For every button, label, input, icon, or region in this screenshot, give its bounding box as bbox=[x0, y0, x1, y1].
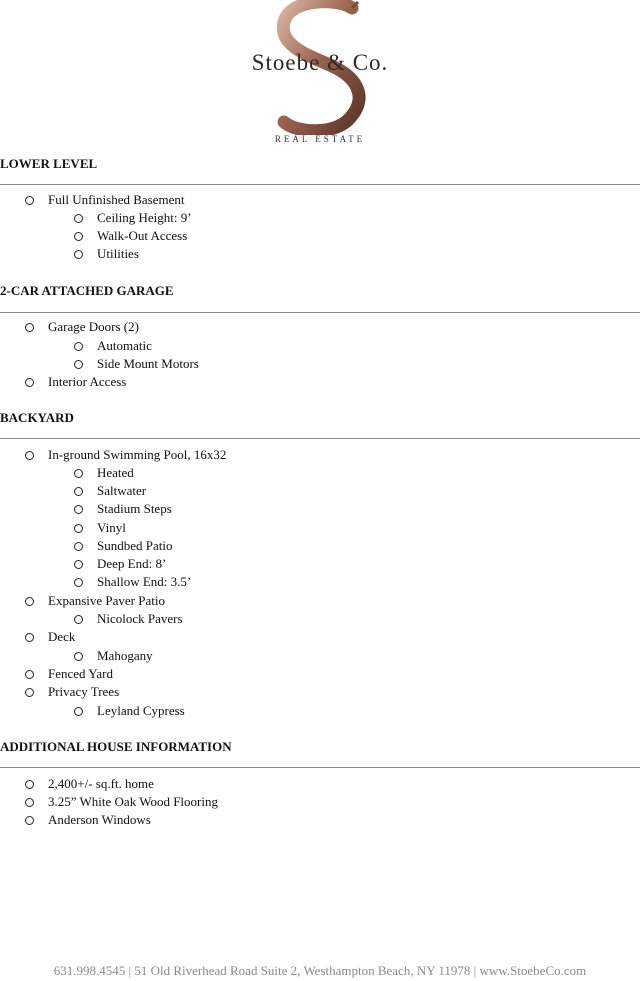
list-item: Walk-Out Access bbox=[74, 227, 187, 245]
section-title-lower-level: LOWER LEVEL bbox=[0, 156, 98, 171]
list-item: Side Mount Motors bbox=[74, 355, 199, 373]
bullet-circle-icon bbox=[74, 578, 83, 587]
bullet-circle-icon bbox=[74, 652, 83, 661]
bullet-circle-icon bbox=[25, 780, 34, 789]
bullet-circle-icon bbox=[74, 469, 83, 478]
bullet-circle-icon bbox=[25, 196, 34, 205]
bullet-circle-icon bbox=[74, 214, 83, 223]
section-title-additional: ADDITIONAL HOUSE INFORMATION bbox=[0, 739, 232, 754]
list-item: 3.25” White Oak Wood Flooring bbox=[25, 793, 218, 811]
brand-subtitle: REAL ESTATE bbox=[274, 134, 366, 144]
section-divider bbox=[0, 184, 640, 185]
section-title-garage: 2-CAR ATTACHED GARAGE bbox=[0, 283, 174, 298]
list-item: Heated bbox=[74, 464, 134, 482]
bullet-circle-icon bbox=[74, 250, 83, 259]
list-item: Sundbed Patio bbox=[74, 537, 172, 555]
list-item: 2,400+/- sq.ft. home bbox=[25, 775, 154, 793]
bullet-circle-icon bbox=[25, 798, 34, 807]
bullet-circle-icon bbox=[74, 487, 83, 496]
section-divider bbox=[0, 312, 640, 313]
bullet-circle-icon bbox=[25, 816, 34, 825]
list-item: Nicolock Pavers bbox=[74, 610, 183, 628]
brand-name: Stoebe & Co. bbox=[251, 50, 389, 75]
list-item: Full Unfinished Basement bbox=[25, 191, 185, 209]
list-item: Mahogany bbox=[74, 647, 153, 665]
list-item: Garage Doors (2) bbox=[25, 318, 139, 336]
section-divider bbox=[0, 767, 640, 768]
bullet-circle-icon bbox=[74, 542, 83, 551]
list-item: Shallow End: 3.5’ bbox=[74, 573, 191, 591]
list-item: Deck bbox=[25, 628, 75, 646]
list-item: Ceiling Height: 9’ bbox=[74, 209, 192, 227]
bullet-circle-icon bbox=[25, 688, 34, 697]
list-item: Stadium Steps bbox=[74, 500, 172, 518]
list-item: Expansive Paver Patio bbox=[25, 592, 165, 610]
list-item: Deep End: 8’ bbox=[74, 555, 166, 573]
list-item: In-ground Swimming Pool, 16x32 bbox=[25, 446, 226, 464]
list-item: Utilities bbox=[74, 245, 139, 263]
list-item: Interior Access bbox=[25, 373, 126, 391]
footer-contact: 631.998.4545 | 51 Old Riverhead Road Suite 2, Westhampton Beach, NY 11978 | www.StoebeCo.com bbox=[53, 963, 587, 978]
section-title-backyard: BACKYARD bbox=[0, 410, 74, 425]
bullet-circle-icon bbox=[25, 451, 34, 460]
section-divider bbox=[0, 438, 640, 439]
bullet-circle-icon bbox=[74, 615, 83, 624]
list-item: Vinyl bbox=[74, 519, 126, 537]
list-item: Leyland Cypress bbox=[74, 702, 185, 720]
list-item: Fenced Yard bbox=[25, 665, 113, 683]
bullet-circle-icon bbox=[74, 560, 83, 569]
bullet-circle-icon bbox=[74, 505, 83, 514]
bullet-circle-icon bbox=[74, 232, 83, 241]
bullet-circle-icon bbox=[74, 524, 83, 533]
bullet-circle-icon bbox=[25, 323, 34, 332]
bullet-circle-icon bbox=[25, 633, 34, 642]
list-item: Automatic bbox=[74, 337, 152, 355]
list-item: Privacy Trees bbox=[25, 683, 119, 701]
bullet-circle-icon bbox=[25, 597, 34, 606]
list-item: Anderson Windows bbox=[25, 811, 151, 829]
bullet-circle-icon bbox=[25, 378, 34, 387]
list-item: Saltwater bbox=[74, 482, 146, 500]
bullet-circle-icon bbox=[74, 360, 83, 369]
bullet-circle-icon bbox=[25, 670, 34, 679]
bullet-circle-icon bbox=[74, 342, 83, 351]
logo bbox=[0, 0, 640, 150]
bullet-circle-icon bbox=[74, 707, 83, 716]
